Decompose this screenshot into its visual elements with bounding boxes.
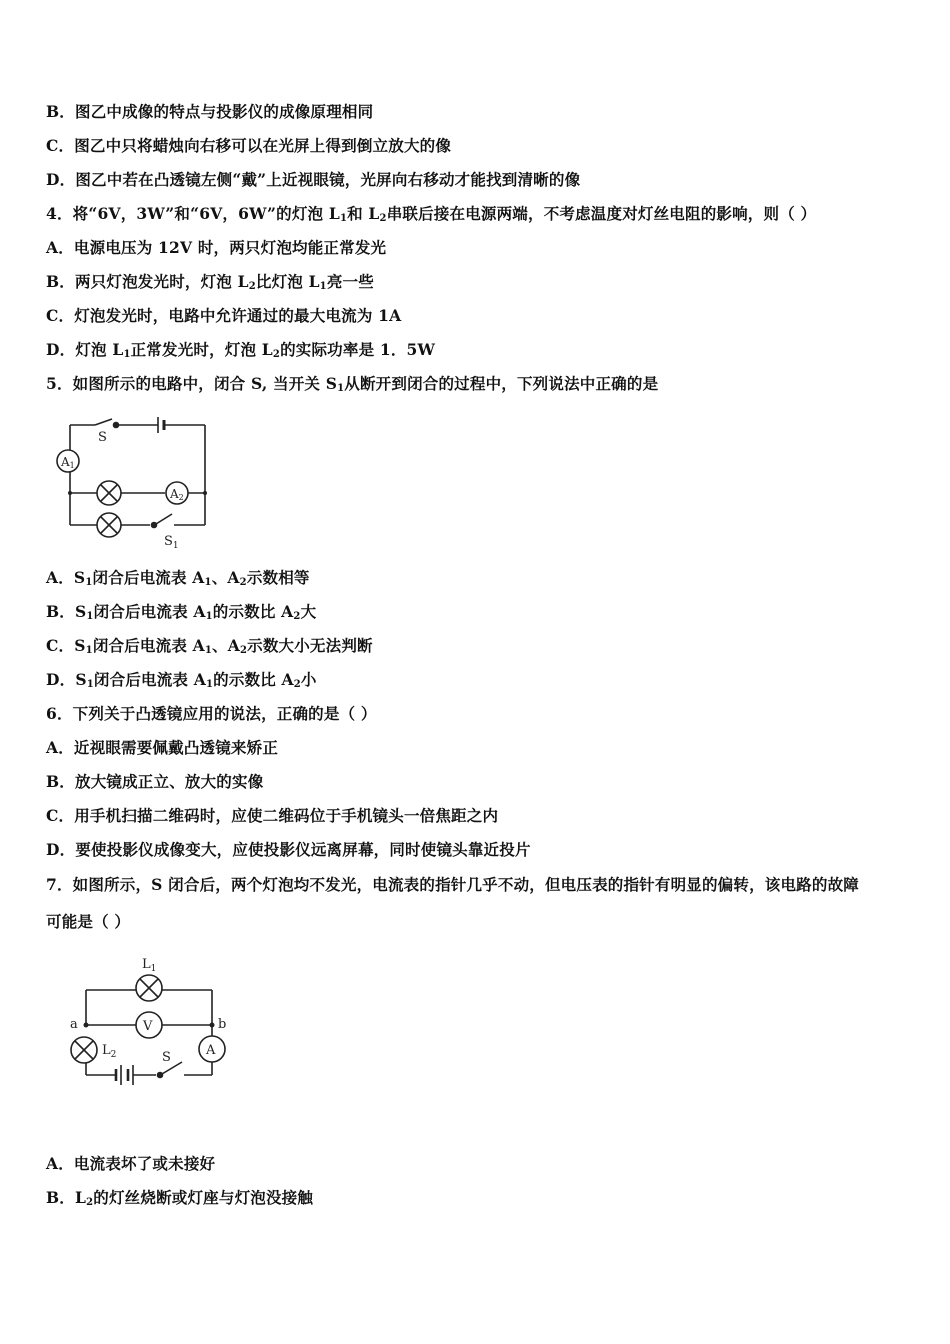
q5-ammeter-a1-label: A1 xyxy=(61,455,75,470)
q5-circuit-diagram xyxy=(50,410,220,555)
q7-circuit-diagram xyxy=(66,950,246,1090)
q4-option-a: A．电源电压为 12V 时，两只灯泡均能正常发光 xyxy=(46,238,387,257)
q7-stem-line2: 可能是（ ） xyxy=(46,912,131,931)
q6-option-a: A．近视眼需要佩戴凸透镜来矫正 xyxy=(46,738,279,757)
q3-option-c: C．图乙中只将蜡烛向右移可以在光屏上得到倒立放大的像 xyxy=(46,136,452,155)
q4-option-b: B．两只灯泡发光时，灯泡 $L_2$比灯泡 $L_1$亮一些 xyxy=(46,272,374,292)
q7-option-b: B．$L_2$的灯丝烧断或灯座与灯泡没接触 xyxy=(46,1188,314,1208)
q5-switch-s-label: S xyxy=(98,430,107,445)
q3-option-b: B．图乙中成像的特点与投影仪的成像原理相同 xyxy=(46,102,374,121)
q7-switch-label: S xyxy=(162,1050,171,1065)
q5-option-d: D．$S_1$闭合后电流表 $A_1$的示数比 $A_2$小 xyxy=(46,670,317,690)
q5-option-a: A．$S_1$闭合后电流表 $A_1$、$A_2$示数相等 xyxy=(46,568,310,588)
q4-option-d: D．灯泡 $L_1$正常发光时，灯泡 $L_2$的实际功率是 1．5W xyxy=(46,340,436,360)
q7-ammeter-label: A xyxy=(206,1043,216,1058)
q5-ammeter-a2-label: A2 xyxy=(170,487,184,502)
q7-lamp-l1-label: $L_1$ xyxy=(142,957,157,974)
q6-stem: 6．下列关于凸透镜应用的说法，正确的是（ ） xyxy=(46,704,377,723)
q5-stem: 5．如图所示的电路中，闭合 S, 当开关 $S_1$从断开到闭合的过程中，下列说法中正确的是 xyxy=(46,374,659,394)
q5-switch-s1-label: $S_1$ xyxy=(164,534,179,551)
q7-node-b-label: b xyxy=(218,1017,227,1032)
q5-option-b: B．$S_1$闭合后电流表 $A_1$的示数比 $A_2$大 xyxy=(46,602,317,622)
q4-option-c: C．灯泡发光时，电路中允许通过的最大电流为 1A xyxy=(46,306,402,325)
q4-stem: 4．将“6V，3W”和“6V，6W”的灯泡 $L_1$和 $L_2$串联后接在电源两端，不考虑温度对灯丝电阻的影响，则（ ） xyxy=(46,204,817,224)
q7-node-a-label: a xyxy=(70,1017,78,1032)
q6-option-b: B．放大镜成正立、放大的实像 xyxy=(46,772,264,791)
q6-option-d: D．要使投影仪成像变大，应使投影仪远离屏幕，同时使镜头靠近投片 xyxy=(46,840,531,859)
q5-option-c: C．$S_1$闭合后电流表 $A_1$、$A_2$示数大小无法判断 xyxy=(46,636,373,656)
q3-option-d: D．图乙中若在凸透镜左侧“戴”上近视眼镜，光屏向右移动才能找到清晰的像 xyxy=(46,170,581,189)
q7-option-a: A．电流表坏了或未接好 xyxy=(46,1154,216,1173)
q7-lamp-l2-label: $L_2$ xyxy=(102,1043,117,1060)
q6-option-c: C．用手机扫描二维码时，应使二维码位于手机镜头一倍焦距之内 xyxy=(46,806,499,825)
q7-voltmeter-label: V xyxy=(143,1019,153,1034)
q7-stem-line1: 7．如图所示，S 闭合后，两个灯泡均不发光，电流表的指针几乎不动，但电压表的指针有明显的偏转，该电路的故障 xyxy=(46,875,859,894)
